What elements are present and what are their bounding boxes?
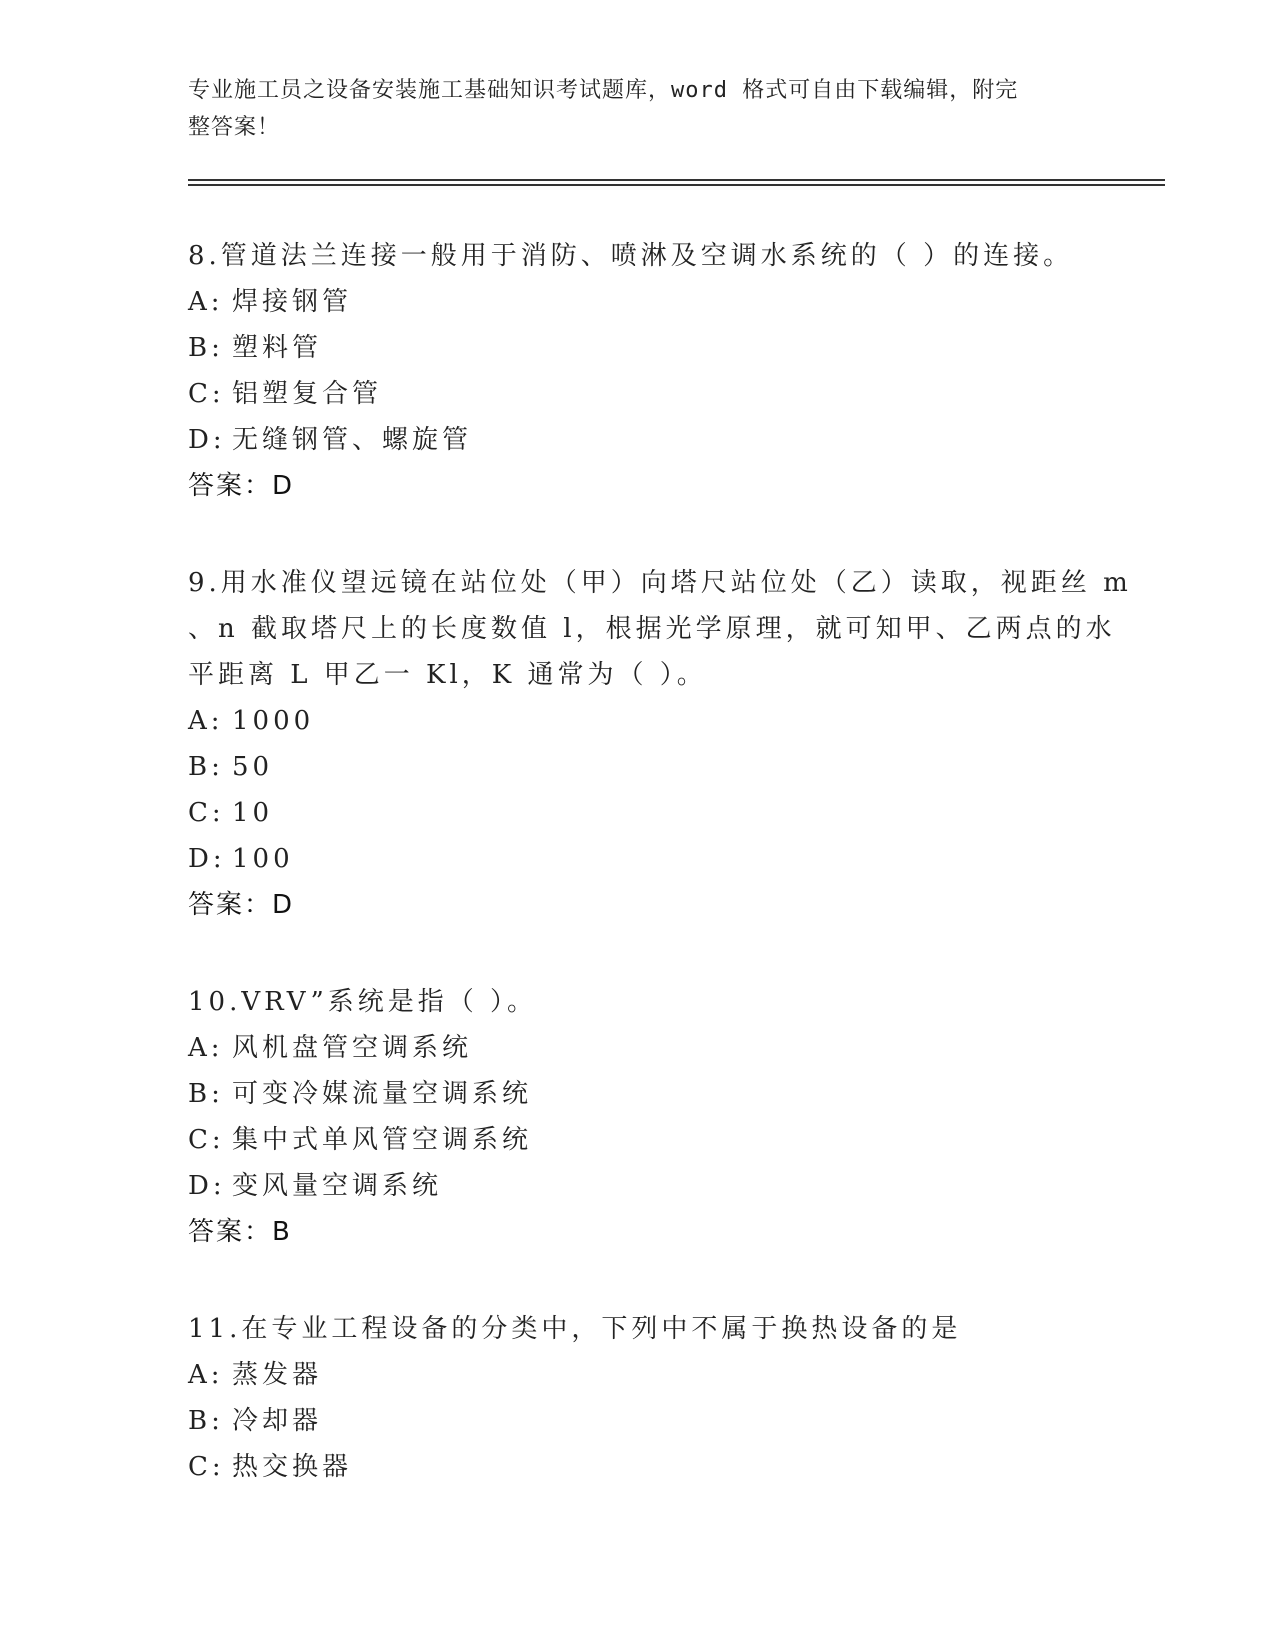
option-key: D: — [188, 1171, 226, 1201]
document-header — [188, 72, 1088, 146]
answer-line: 答案：B — [188, 1217, 292, 1247]
option-text: 100 — [232, 844, 294, 874]
option-c — [188, 1444, 1088, 1490]
question-stem: 8.管道法兰连接一般用于消防、喷淋及空调水系统的（ ）的连接。 — [188, 241, 1074, 271]
option-text: 无缝钢管、螺旋管 — [232, 425, 473, 455]
option-c — [188, 790, 1088, 836]
option-key: B: — [188, 1406, 224, 1436]
option-text: 焊接钢管 — [232, 287, 353, 317]
header-divider-bottom — [188, 184, 1165, 186]
option-b — [188, 325, 1088, 371]
question-11 — [188, 1306, 1088, 1490]
question-stem: 10.VRV”系统是指（ ）。 — [188, 987, 538, 1017]
question-10 — [188, 979, 1088, 1255]
question-stem-line-3: 平距离 L 甲乙一 Kl，K 通常为（ ）。 — [188, 660, 707, 690]
option-c — [188, 1117, 1088, 1163]
option-text: 铝塑复合管 — [232, 379, 383, 409]
option-d — [188, 836, 1088, 882]
option-text: 塑料管 — [232, 333, 323, 363]
option-text: 可变冷媒流量空调系统 — [232, 1079, 533, 1109]
option-text: 冷却器 — [232, 1406, 323, 1436]
header-line-1: 专业施工员之设备安装施工基础知识考试题库，word 格式可自由下载编辑，附完 — [188, 78, 1019, 103]
option-text: 热交换器 — [232, 1452, 353, 1482]
option-text: 1000 — [232, 706, 315, 736]
option-text: 集中式单风管空调系统 — [232, 1125, 533, 1155]
question-8 — [188, 233, 1088, 509]
option-key: B: — [188, 752, 224, 782]
option-text: 风机盘管空调系统 — [232, 1033, 473, 1063]
option-key: A: — [188, 1360, 224, 1390]
option-text: 蒸发器 — [232, 1360, 323, 1390]
option-key: A: — [188, 287, 224, 317]
option-text: 50 — [232, 752, 274, 782]
option-key: C: — [188, 798, 225, 828]
option-a — [188, 1025, 1088, 1071]
question-stem-line-1: 9.用水准仪望远镜在站位处（甲）向塔尺站位处（乙）读取，视距丝 m — [188, 568, 1132, 598]
question-list — [188, 233, 1132, 1541]
option-key: C: — [188, 1125, 225, 1155]
question-stem-line-2: 、n 截取塔尺上的长度数值 l，根据光学原理，就可知甲、乙两点的水 — [188, 614, 1116, 644]
option-key: D: — [188, 844, 226, 874]
header-divider-top — [188, 179, 1165, 181]
option-d — [188, 1163, 1088, 1209]
option-text: 变风量空调系统 — [232, 1171, 443, 1201]
option-key: B: — [188, 1079, 224, 1109]
answer-line: 答案：D — [188, 471, 295, 501]
option-a — [188, 279, 1088, 325]
option-text: 10 — [232, 798, 274, 828]
option-b — [188, 744, 1088, 790]
option-c — [188, 371, 1088, 417]
option-d — [188, 417, 1088, 463]
option-b — [188, 1071, 1088, 1117]
option-key: A: — [188, 706, 224, 736]
answer-line: 答案：D — [188, 890, 295, 920]
question-9 — [188, 560, 1132, 928]
option-a — [188, 1352, 1088, 1398]
question-stem: 11.在专业工程设备的分类中，下列中不属于换热设备的是 — [188, 1314, 962, 1344]
option-key: B: — [188, 333, 224, 363]
option-key: C: — [188, 379, 225, 409]
option-a — [188, 698, 1088, 744]
header-line-2: 整答案！ — [188, 115, 281, 140]
option-key: C: — [188, 1452, 225, 1482]
option-key: A: — [188, 1033, 224, 1063]
option-key: D: — [188, 425, 226, 455]
option-b — [188, 1398, 1088, 1444]
